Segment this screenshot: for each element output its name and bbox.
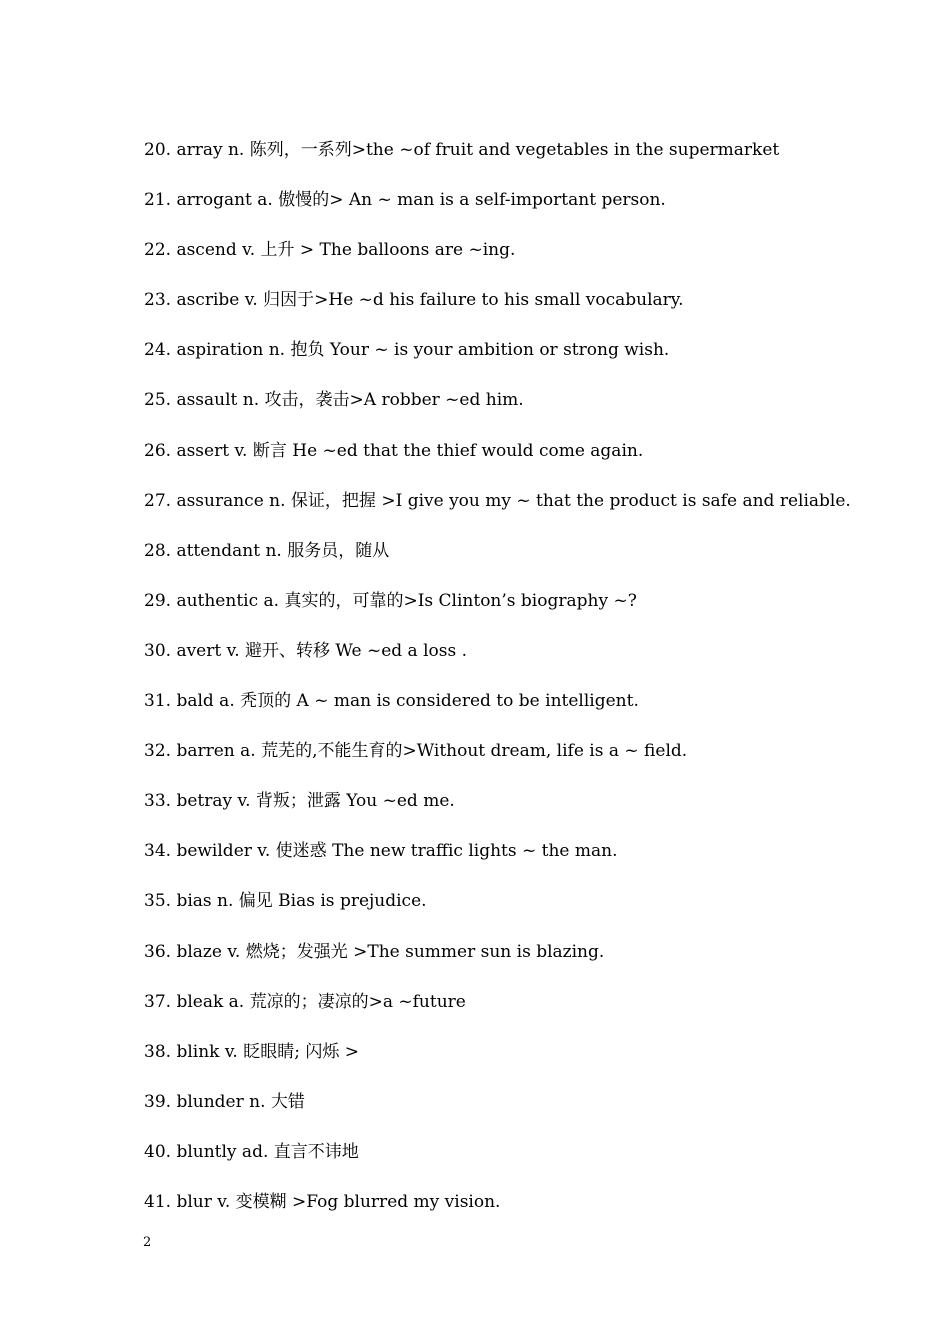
vocabulary-entry: 23. ascribe v. 归因于>He ~d his failure to his small vocabulary. [144,290,684,311]
vocabulary-entry: 26. assert v. 断言 He ~ed that the thief would come again. [144,440,644,461]
vocabulary-entry: 28. attendant n. 服务员，随从 [144,540,390,561]
vocabulary-entry: 22. ascend v. 上升 > The balloons are ~ing. [144,240,516,261]
vocabulary-entry: 29. authentic a. 真实的，可靠的>Is Clinton’s biography ~? [144,590,637,611]
vocabulary-entry: 21. arrogant a. 傲慢的> An ~ man is a self-important person. [144,190,666,211]
vocabulary-entry: 31. bald a. 秃顶的 A ~ man is considered to be intelligent. [144,691,639,712]
vocabulary-entry: 40. bluntly ad. 直言不讳地 [144,1141,359,1162]
vocabulary-entry: 25. assault n. 攻击，袭击>A robber ~ed him. [144,390,524,411]
vocabulary-list [144,138,924,1240]
vocabulary-entry: 39. blunder n. 大错 [144,1091,305,1112]
vocabulary-entry: 20. array n. 陈列，一系列>the ~of fruit and vegetables in the supermarket [144,140,780,160]
vocabulary-entry: 37. bleak a. 荒凉的；凄凉的>a ~future [144,991,466,1012]
vocabulary-entry: 36. blaze v. 燃烧；发强光 >The summer sun is blazing. [144,941,605,962]
vocabulary-entry: 32. barren a. 荒芜的,不能生育的>Without dream, life is a ~ field. [144,741,688,762]
vocabulary-entry: 30. avert v. 避开、转移 We ~ed a loss . [144,640,468,661]
vocabulary-entry: 41. blur v. 变模糊 >Fog blurred my vision. [144,1191,501,1212]
vocabulary-entry: 35. bias n. 偏见 Bias is prejudice. [144,891,427,912]
vocabulary-entry: 33. betray v. 背叛；泄露 You ~ed me. [144,791,455,812]
vocabulary-entry: 38. blink v. 眨眼睛; 闪烁 > [144,1041,360,1062]
vocabulary-entry: 24. aspiration n. 抱负 Your ~ is your ambition or strong wish. [144,340,670,361]
vocabulary-entry: 27. assurance n. 保证，把握 >I give you my ~ that the product is safe and reliable. [144,490,851,511]
page-number: 2 [143,1235,152,1250]
vocabulary-entry: 34. bewilder v. 使迷惑 The new traffic lights ~ the man. [144,841,618,862]
